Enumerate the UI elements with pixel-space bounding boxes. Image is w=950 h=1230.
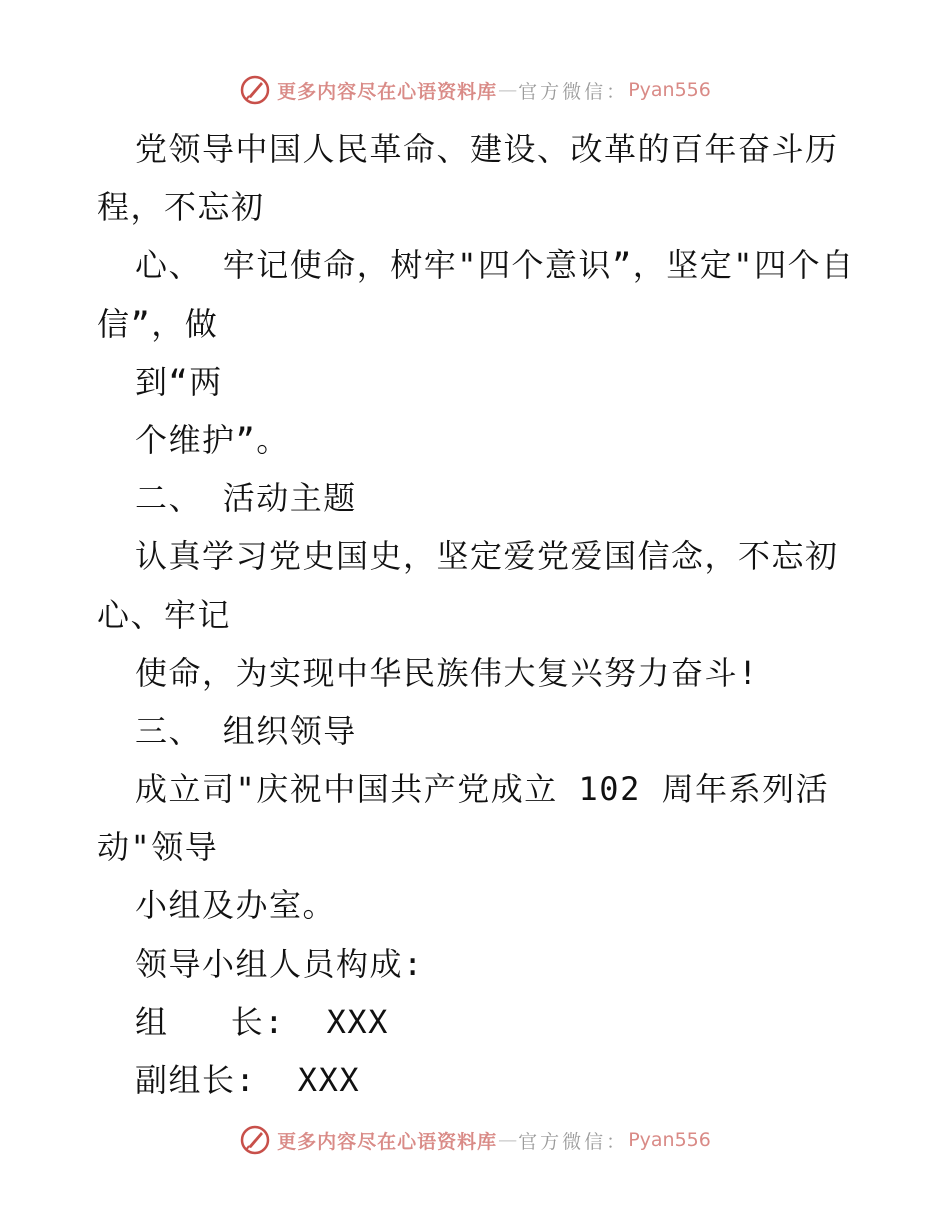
text-line: 党领导中国人民革命、建设、改革的百年奋斗历 bbox=[135, 130, 839, 168]
text-line: 程，不忘初 bbox=[97, 188, 265, 227]
text-line: 使命，为实现中华民族伟大复兴努力奋斗! bbox=[135, 653, 759, 692]
text-line: 认真学习党史国史，坚定爱党爱国信念，不忘初 bbox=[135, 537, 839, 576]
footer-watermark-banner bbox=[0, 1120, 950, 1160]
watermark-dash: — bbox=[498, 1129, 518, 1151]
watermark-text: 更多内容尽在心语资料库 bbox=[277, 80, 498, 103]
watermark-dash: — bbox=[498, 79, 518, 101]
deputy-leader-entry: 副组长: XXX bbox=[135, 1061, 361, 1099]
text-line: 个维护”。 bbox=[135, 420, 290, 459]
watermark-text: 更多内容尽在心语资料库 bbox=[277, 1130, 498, 1153]
section-heading: 二、 活动主题 bbox=[135, 479, 357, 518]
text-line: 心、牢记 bbox=[97, 595, 232, 634]
document-body bbox=[97, 120, 857, 1109]
text-line: 小组及办室。 bbox=[135, 886, 337, 925]
quill-logo-icon bbox=[239, 74, 271, 106]
quill-logo-icon bbox=[239, 1124, 271, 1156]
text-line: 动"领导 bbox=[97, 828, 219, 867]
leader-entry: 组 长: XXX bbox=[135, 1002, 389, 1041]
watermark-wechat-label: 官方微信： bbox=[518, 80, 629, 103]
header-watermark-banner bbox=[0, 70, 950, 110]
watermark-wechat-id: Pyan556 bbox=[628, 79, 711, 101]
text-line: 领导小组人员构成: bbox=[135, 944, 424, 983]
section-heading: 三、 组织领导 bbox=[135, 711, 357, 750]
watermark-wechat-label: 官方微信： bbox=[518, 1130, 629, 1153]
text-line: 心、 牢记使命，树牢"四个意识”，坚定"四个自 bbox=[135, 246, 855, 285]
text-line: 成立司"庆祝中国共产党成立 102 周年系列活 bbox=[135, 770, 830, 809]
text-line: 信”，做 bbox=[97, 304, 219, 343]
watermark-wechat-id: Pyan556 bbox=[628, 1129, 711, 1151]
text-line: 到“两 bbox=[135, 362, 223, 401]
